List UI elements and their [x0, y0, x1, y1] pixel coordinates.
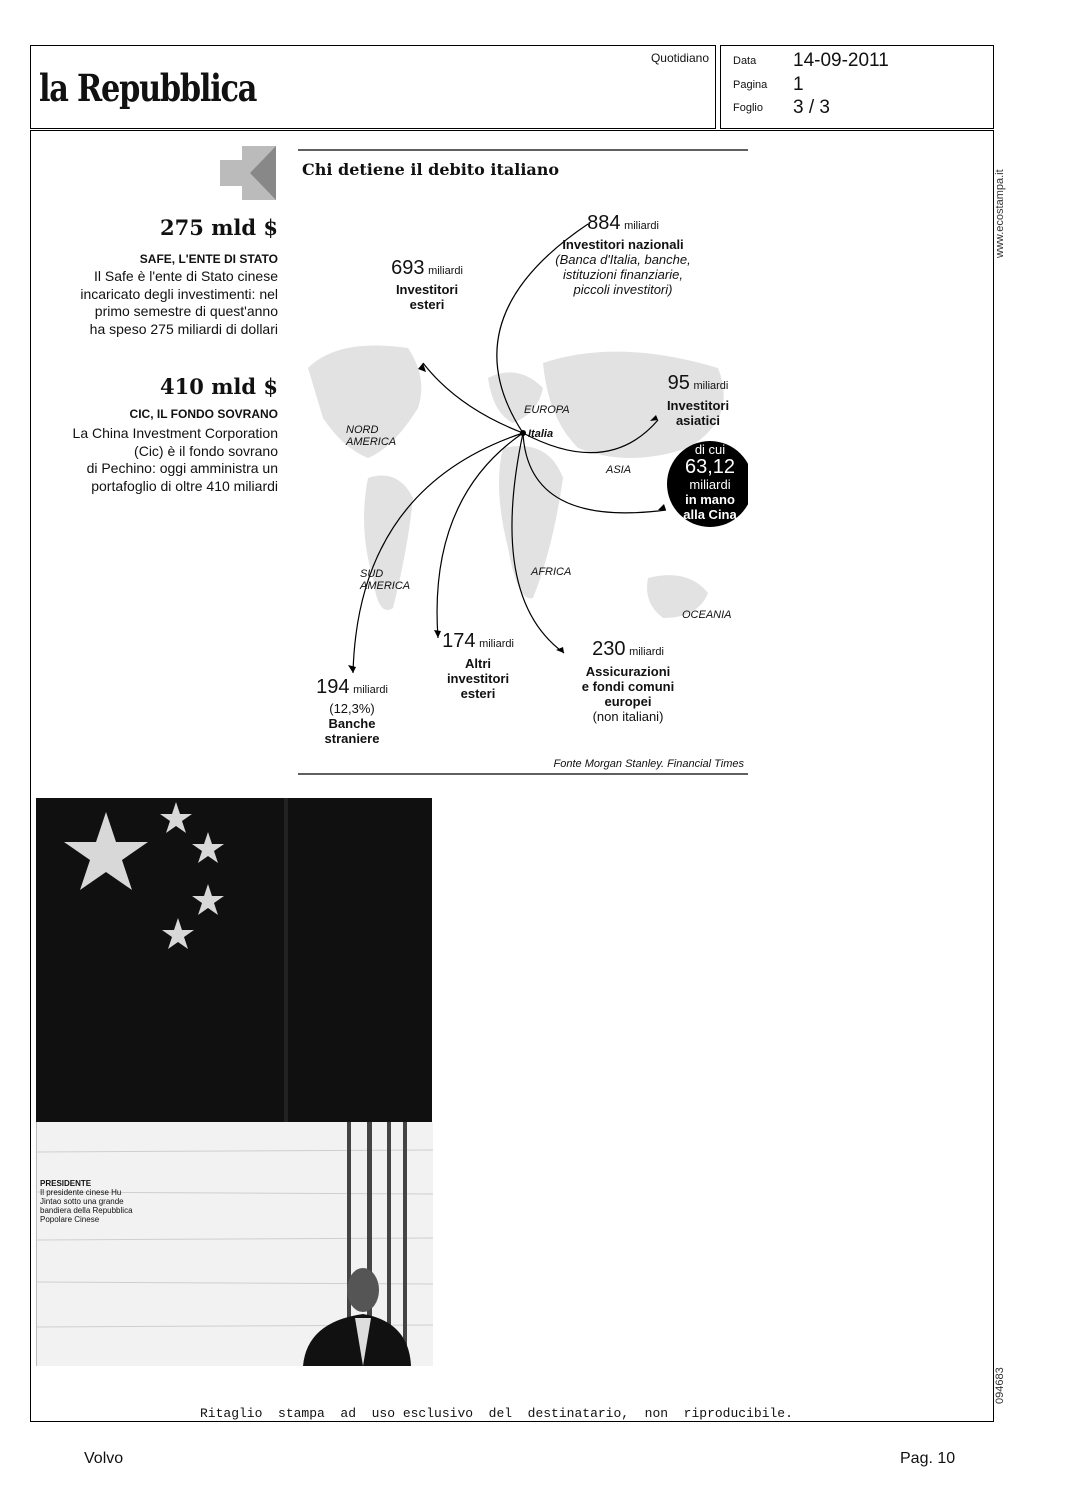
- holder-230-desc: Assicurazioni e fondi comuni europei (non italiani): [581, 664, 675, 724]
- holder-884-value: 884 miliardi: [587, 212, 659, 234]
- photo-lower-area: [36, 1122, 433, 1366]
- region-europe: EUROPA: [524, 404, 570, 416]
- section-mark-icon: [220, 146, 276, 200]
- page-label: Pagina: [733, 79, 768, 91]
- newspaper-logo: la Repubblica: [39, 66, 257, 110]
- holder-194-value: 194 miliardi: [316, 676, 388, 698]
- sheet-value: 3 / 3: [793, 97, 830, 118]
- meta-box: [720, 45, 994, 129]
- masthead-box: [30, 45, 716, 129]
- china-share-text: di cui 63,12 miliardi in mano alla Cina: [683, 442, 737, 522]
- region-asia: ASIA: [606, 464, 632, 476]
- holder-95-value: 95 miliardi: [667, 372, 729, 394]
- holder-884-desc: Investitori nazionali (Banca d'Italia, banche, istituzioni finanziarie, piccoli investitori): [555, 237, 691, 297]
- client-name: Volvo: [84, 1450, 124, 1467]
- regional-label: 693 miliardi: [391, 257, 463, 279]
- publication-type: Quotidiano: [650, 51, 709, 65]
- sheet-label: Foglio: [733, 102, 763, 114]
- region-oceania: OCEANIA: [682, 609, 732, 621]
- infographic-source: Fonte Morgan Stanley. Financial Times: [553, 758, 744, 770]
- holder-230-value: 230 miliardi: [592, 638, 664, 660]
- stat-safe-text: Il Safe è l'ente di Stato cinese incaricato degli investimenti: nel primo semestre di quest'anno ha speso 275 miliardi di dollari: [80, 268, 278, 337]
- holder-95-desc: Investitori asiatici: [666, 398, 730, 428]
- ecostampa-url: www.ecostampa.it: [994, 169, 1006, 258]
- flag-folds: [37, 1122, 433, 1366]
- stat-safe-title: SAFE, L'ENTE DI STATO: [139, 252, 278, 266]
- stat-cic-text: La China Investment Corporation (Cic) è il fondo sovrano di Pechino: oggi amministra un portafoglio di oltre 410 miliardi: [72, 425, 278, 494]
- photo-caption: PRESIDENTE Il presidente cinese Hu Jintao sotto una grande bandiera della Repubblica Popolare Cinese: [40, 1179, 133, 1224]
- clipping-code: 094683: [994, 1367, 1006, 1404]
- page-number: Pag. 10: [900, 1450, 956, 1467]
- flag-stars-icon: [36, 798, 432, 1122]
- page-value: 1: [793, 74, 804, 95]
- holder-194-desc: (12,3%) Banche straniere: [324, 701, 380, 746]
- chinese-flag-photo: [36, 798, 432, 1122]
- stat-safe-value: 275 mld $: [160, 215, 278, 240]
- date-value: 14-09-2011: [793, 50, 889, 71]
- holder-174-desc: Altri investitori esteri: [446, 656, 510, 701]
- stat-cic-value: 410 mld $: [160, 374, 278, 399]
- region-south-america: SUD AMERICA: [360, 568, 411, 592]
- debt-infographic: [298, 148, 748, 776]
- region-africa: AFRICA: [531, 566, 572, 578]
- date-label: Data: [733, 55, 757, 67]
- region-north-america: NORD AMERICA: [346, 424, 397, 448]
- portrait-head: [347, 1268, 379, 1312]
- holder-174-value: 174 miliardi: [442, 630, 514, 652]
- clipping-notice: Ritaglio stampa ad uso esclusivo del destinatario, non riproducibile.: [200, 1406, 793, 1421]
- holder-693-desc: Investitori esteri: [395, 282, 459, 312]
- infographic-title: Chi detiene il debito italiano: [302, 160, 560, 179]
- region-italy: Italia: [528, 428, 554, 440]
- stat-cic-title: CIC, IL FONDO SOVRANO: [129, 407, 278, 421]
